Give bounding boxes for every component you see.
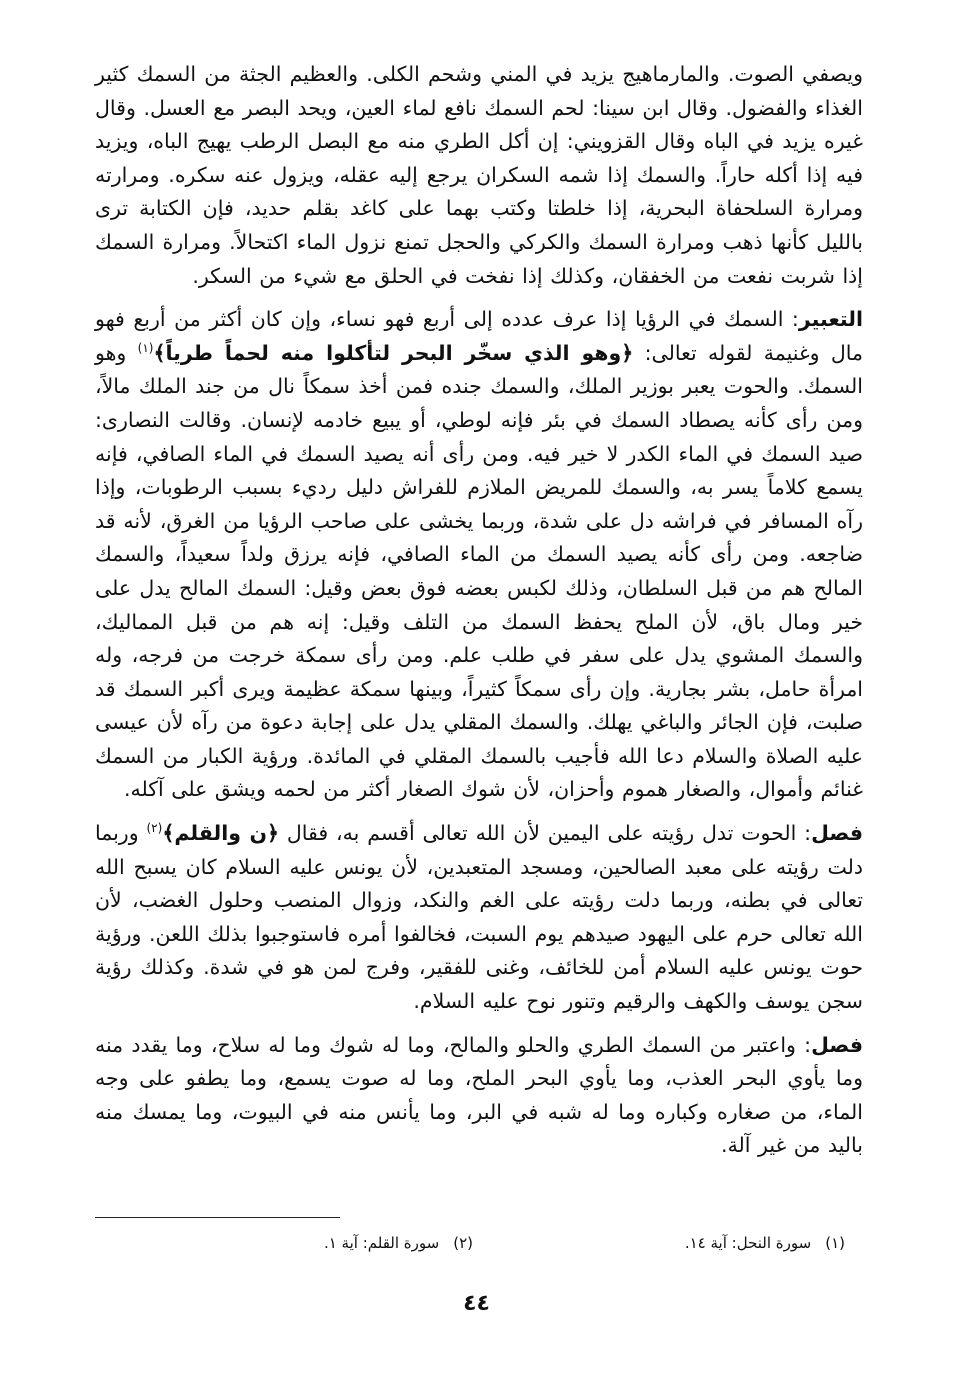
- paragraph-text: ويصفي الصوت. والمارماهيج يزيد في المني وشحم الكلى. والعظيم الجثة من السمك كثير الغذاء والفضول. وقال ابن سينا: لحم السمك نافع لماء العين، ويحد البصر مع العسل. وقال غيره يزيد في الباه وقال القزويني: إن أكل الطري منه مع البصل الرطب يهيج الباه، ويزيد فيه إذا أكله حاراً. والسمك إذا شمه السكران يرجع إليه عقله، ويزول عنه سكره. ومرارته ومرارة السلحفاة البحرية، إذا خلطتا وكتب بهما على كاغد بقلم حديد، فإن الكتابة ترى بالليل كأنها ذهب ومرارة السمك والكركي والحجل تمنع نزول الماء اكتحالاً. ومرارة السمك إذا شربت نفعت من الخفقان، وكذلك إذا نفخت في الحلق مع شيء من السكر.: [95, 62, 863, 288]
- paragraph-tabeer: [95, 303, 863, 807]
- footnote-1: [685, 1232, 845, 1254]
- main-text: [95, 58, 863, 1163]
- footnote-text: سورة القلم: آية ١.: [323, 1234, 440, 1252]
- paragraph-text: : واعتبر من السمك الطري والحلو والمالح، وما له شوك وما له سلاح، وما يقدد منه وما يأوي البحر العذب، وما يأوي البحر الملح، وما له صوت يسمع، وما يطفو على وجه الماء، من صغاره وكباره وما له شبه في البر، وما يأنس منه في البيوت، وما يمسك منه باليد من غير آلة.: [95, 1032, 863, 1158]
- page-number: ٤٤: [463, 1291, 490, 1316]
- footnote-2: [324, 1232, 473, 1254]
- paragraph-heading: فصل: [811, 1032, 863, 1057]
- paragraph-fasl-2: [95, 1029, 863, 1163]
- paragraph-text: : السمك في الرؤيا إذا عرف عدده إلى أربع فهو نساء، وإن كان أكثر من أربع فهو مال وغنيمة لقوله تعالى:: [95, 307, 864, 365]
- quran-quote: ﴿وهو الذي سخّر البحر لتأكلوا منه لحماً طرياً﴾: [153, 340, 634, 365]
- paragraph-fasl-1: [95, 817, 863, 1019]
- paragraph-text: : الحوت تدل رؤيته على اليمين لأن الله تعالى أقسم به، فقال: [279, 821, 812, 846]
- paragraph-intro: [95, 58, 863, 293]
- footnote-ref: (١): [137, 340, 154, 355]
- footnote-text: سورة النحل: آية ١٤.: [684, 1234, 812, 1252]
- paragraph-heading: فصل: [811, 821, 863, 846]
- paragraph-text: وربما دلت رؤيته على معبد الصالحين، ومسجد المتعبدين، لأن يونس عليه السلام كان يسبح الله تعالى في بطنه، وربما دلت رؤيته على الغم والنكد، وزوال المنصب وحلول الغضب، لأن الله تعالى حرم على اليهود صيدهم يوم السبت، فخالفوا أمره فاستوجبوا بذلك اللعن. ورؤية حوت يونس عليه السلام أمن للخائف، وغنى للفقير، وفرج لمن هو في شدة. وكذلك رؤية سجن يوسف والكهف والرقيم وتنور نوح عليه السلام.: [95, 821, 863, 1014]
- footnote-ref: (٢): [146, 821, 163, 836]
- footnote-divider: [95, 1217, 340, 1218]
- paragraph-heading: التعبير: [798, 307, 863, 332]
- footnote-number: (١): [825, 1234, 845, 1252]
- footnote-number: (٢): [453, 1234, 473, 1252]
- quran-quote: ﴿ن والقلم﴾: [162, 821, 279, 846]
- paragraph-text: وهو السمك. والحوت يعبر بوزير الملك، والسمك جنده فمن أخذ سمكاً نال من جند الملك مالاً، ومن رأى كأنه يصطاد السمك في بئر فإنه لوطي، أو يبيع خادمه لإنسان. وقالت النصارى: صيد السمك في الماء الكدر لا خير فيه. ومن رأى أنه يصيد السمك في الماء الصافي، فإنه يسمع كلاماً يسر به، والسمك للمريض الملازم للفراش دليل رديء بسبب الرطوبات، وإذا رآه المسافر في فراشه دل على شدة، وربما يخشى على صاحب الرؤيا من الغرق، لأنه قد ضاجعه. ومن رأى كأنه يصيد السمك من الماء الصافي، فإنه يرزق ولداً سعيداً، والسمك المالح هم من قبل السلطان، وذلك لكبس بعضه فوق بعض وقيل: السمك المالح يدل على خير ومال باق، لأن الملح يحفظ السمك من التلف وقيل: إنه هم من قبل المماليك، والسمك المشوي يدل على سفر في طلب علم. ومن رأى سمكة خرجت من فرجه، وله امرأة حامل، بشر بجارية. وإن رأى سمكاً كثيراً، وبينها سمكة عظيمة ويرى أكبر السمك قد صلبت، فإن الجائر والباغي يهلك. والسمك المقلي يدل على إجابة دعوة من رآه لأن عيسى عليه الصلاة والسلام دعا الله فأجيب بالسمك المقلي في المائدة. ورؤية الكبار من السمك غنائم وأموال، والصغار هموم وأحزان، لأن شوك الصغار أكثر من لحمه ويشق على آكله.: [95, 340, 863, 802]
